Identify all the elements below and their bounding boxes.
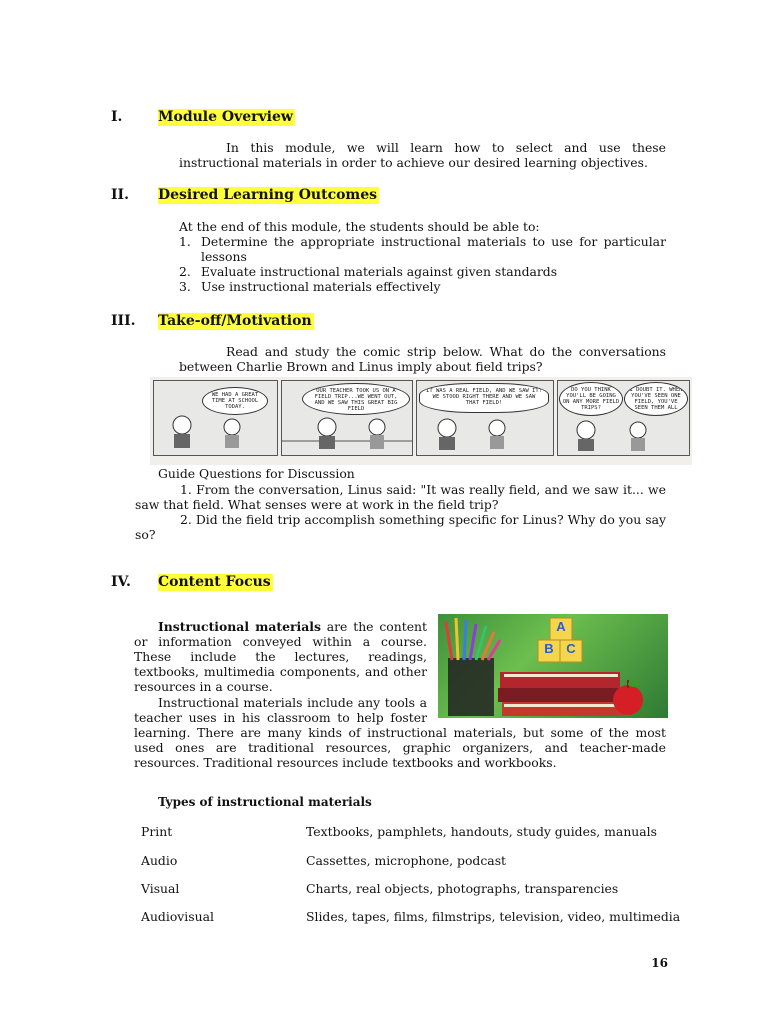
outcome-item [179, 279, 666, 294]
comic-panel-1 [153, 380, 278, 456]
section-number: III. [111, 313, 136, 329]
comic-strip [150, 377, 692, 465]
comic-panel-4 [557, 380, 690, 456]
paragraph-text: are the content or information conveyed within a course. These include the lectures, readings, textbooks, multimedia components, and other resources in a course. [134, 619, 427, 694]
content-paragraph-2-start: Instructional materials include any tools a teacher uses in his classroom to help foster [134, 695, 427, 725]
outcome-number: 1. [179, 234, 191, 249]
outcome-number: 3. [179, 279, 191, 294]
types-table-row [141, 881, 681, 897]
section-heading-motivation [111, 313, 411, 331]
type-name: Audiovisual [141, 909, 214, 924]
speech-bubble: I DOUBT IT. WHEN YOU'VE SEEN ONE FIELD, YOU'VE SEEN THEM ALL [624, 382, 688, 416]
comic-figures [282, 381, 412, 455]
section-title: Desired Learning Outcomes [158, 187, 378, 203]
content-paragraph-1 [134, 619, 427, 694]
section-number: IV. [111, 574, 131, 590]
guide-questions-title: Guide Questions for Discussion [158, 466, 355, 481]
type-name: Audio [141, 853, 178, 868]
section-number: II. [111, 187, 129, 203]
guide-question-2: 2. Did the field trip accomplish something specific for Linus? Why do you say so? [135, 512, 666, 542]
comic-figures [558, 381, 689, 455]
outcome-text: Determine the appropriate instructional materials to use for particular lessons [201, 234, 666, 264]
outcome-item [179, 234, 666, 264]
comic-figures [417, 381, 553, 455]
types-table-row [141, 909, 681, 925]
outcome-text: Evaluate instructional materials against given standards [201, 264, 558, 279]
speech-bubble: DO YOU THINK YOU'LL BE GOING ON ANY MORE FIELD TRIPS? [559, 382, 623, 416]
bold-term: Instructional materials [158, 619, 321, 634]
type-examples: Textbooks, pamphlets, handouts, study guides, manuals [306, 824, 657, 839]
type-name: Print [141, 824, 173, 839]
type-examples: Cassettes, microphone, podcast [306, 853, 507, 868]
types-table-row [141, 824, 681, 840]
block-letter: B [544, 641, 554, 656]
speech-bubble: OUR TEACHER TOOK US ON A FIELD TRIP...WE WENT OUT, AND WE SAW THIS GREAT BIG FIELD [302, 383, 410, 415]
speech-bubble: IT WAS A REAL FIELD, AND WE SAW IT! WE STOOD RIGHT THERE AND WE SAW THAT FIELD! [419, 383, 549, 413]
comic-figures [154, 381, 277, 455]
section-heading-content-focus [111, 574, 411, 592]
comic-panel-2 [281, 380, 413, 456]
section-title: Module Overview [158, 109, 293, 125]
types-table-row [141, 853, 681, 869]
block-letter: A [556, 619, 566, 634]
motivation-paragraph: Read and study the comic strip below. What do the conversations between Charlie Brown and Linus imply about field trips? [179, 344, 666, 374]
page-number: 16 [651, 956, 668, 970]
section-number: I. [111, 109, 123, 125]
section-title: Content Focus [158, 574, 271, 590]
module-overview-paragraph: In this module, we will learn how to select and use these instructional materials in order to achieve our desired learning objectives. [179, 140, 666, 170]
block-letter: C [566, 641, 576, 656]
types-table-title: Types of instructional materials [158, 795, 372, 809]
outcome-number: 2. [179, 264, 191, 279]
comic-panel-3 [416, 380, 554, 456]
outcomes-intro: At the end of this module, the students should be able to: [179, 219, 540, 234]
section-title: Take-off/Motivation [158, 313, 312, 329]
section-heading-module-overview [111, 109, 411, 127]
guide-question-1: 1. From the conversation, Linus said: "It was really field, and we saw it... we saw that field. What senses were at work in the field trip? [135, 482, 666, 512]
type-examples: Charts, real objects, photographs, transparencies [306, 881, 619, 896]
outcome-text: Use instructional materials effectively [201, 279, 441, 294]
type-examples: Slides, tapes, films, filmstrips, television, video, multimedia [306, 909, 681, 924]
content-paragraph-2-rest: learning. There are many kinds of instructional materials, but some of the most used ones are traditional resources, graphic organizers, and teacher-made resources. Traditional resources include textbooks and workbooks. [134, 725, 666, 770]
type-name: Visual [141, 881, 180, 896]
speech-bubble: WE HAD A GREAT TIME AT SCHOOL TODAY. [202, 387, 268, 415]
classroom-materials-image [438, 614, 668, 718]
section-heading-learning-outcomes [111, 187, 411, 205]
outcome-item [179, 264, 666, 279]
